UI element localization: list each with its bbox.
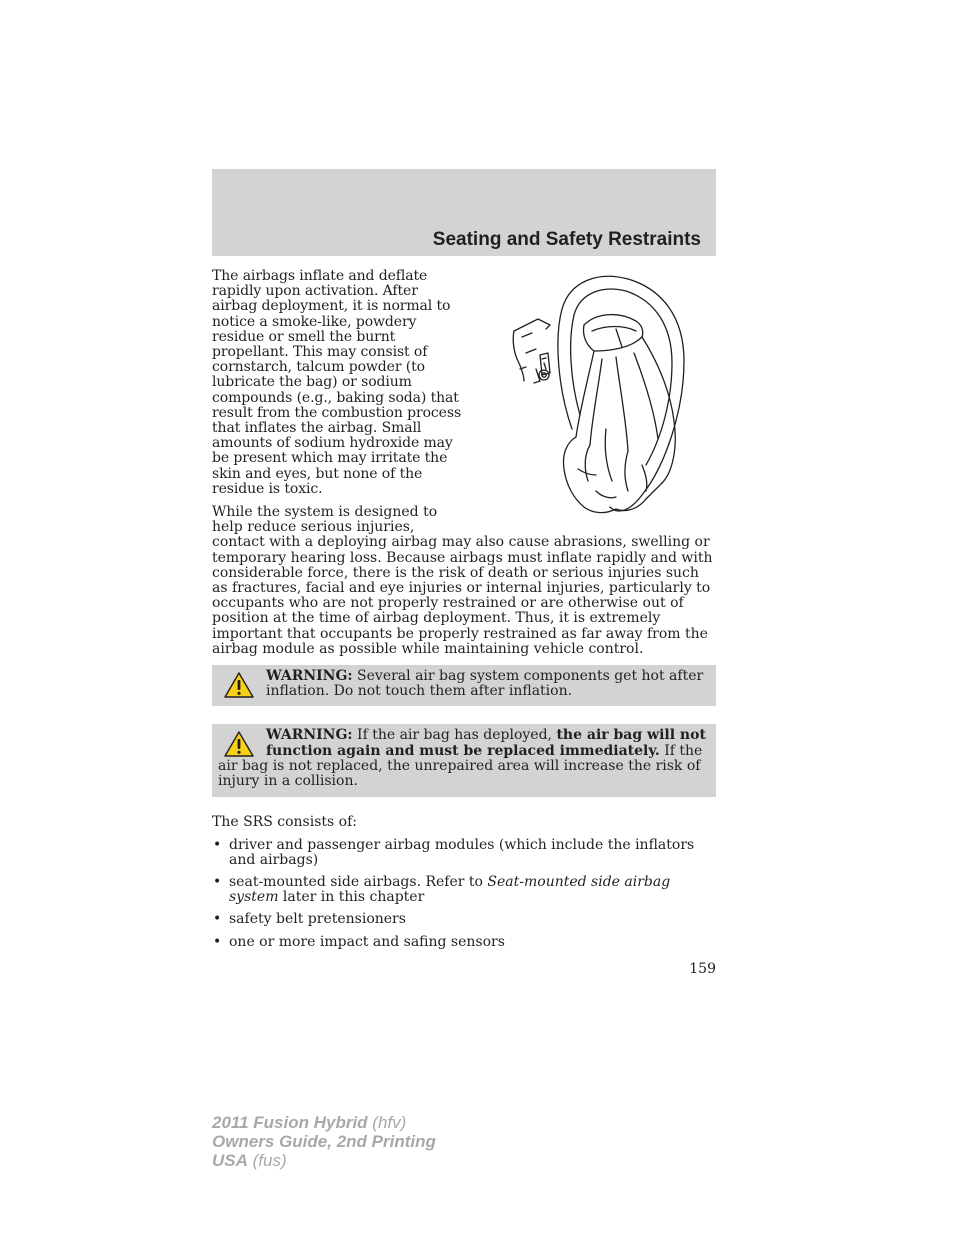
list-item-text-end: later in this chapter [278, 889, 425, 906]
srs-component-list [212, 838, 716, 950]
list-item [212, 912, 716, 927]
bullet: • [213, 873, 222, 890]
footer-model: 2011 Fusion Hybrid [212, 1113, 368, 1132]
warning-text-end: If the air bag is not replaced, the unrepaired area will increase the risk of injury in a collision. [218, 742, 703, 790]
cross-reference: Seat-mounted side airbag system [229, 873, 671, 906]
footer-market-code: (fus) [247, 1151, 287, 1170]
airbag-illustration [466, 269, 716, 521]
footer-line-market [212, 1151, 436, 1170]
list-item-text: seat-mounted side airbags. Refer to [229, 873, 488, 890]
list-item [212, 935, 716, 950]
list-item-text: one or more impact and safing sensors [229, 933, 505, 950]
injury-paragraph: While the system is designed to help reduce serious injuries, contact with a deploying airbag may also cause abrasions, swelling or temporary hearing loss. Because airbags must inflate rapidly and with considerable force, there is the risk of death or serious injuries such as fractures, facial and eye injuries or internal injuries, particularly to occupants who are not properly restrained or are otherwise out of position at the time of airbag deployment. Thus, it is extremely important that occupants be properly restrained as far away from the airbag module as possible while maintaining vehicle control. [212, 504, 713, 657]
warning-text-emphasis: the air bag will not function again and must be replaced immediately. [266, 727, 706, 759]
srs-intro: The SRS consists of: [212, 814, 357, 831]
warning-label: WARNING: [266, 668, 353, 685]
list-item [212, 875, 716, 905]
footer-market: USA [212, 1151, 248, 1170]
list-item [212, 838, 716, 868]
bullet: • [213, 911, 222, 928]
warning-label: WARNING: [266, 727, 353, 744]
warning-text: Several air bag system components get hot after inflation. Do not touch them after inflation. [266, 668, 704, 700]
page-content [212, 269, 716, 957]
footer-line-guide [212, 1132, 436, 1151]
list-item-text: safety belt pretensioners [229, 911, 406, 928]
footer-guide: Owners Guide, 2nd Printing [212, 1132, 436, 1151]
bullet: • [213, 836, 222, 853]
intro-paragraph: The airbags inflate and deflate rapidly upon activation. After airbag deployment, it is normal to notice a smoke-like, powdery residue or smell the burnt propellant. This may consist of cornstarch, talcum powder (to lubricate the bag) or sodium compounds (e.g., baking soda) that result from the combustion process that inflates the airbag. Small amounts of sodium hydroxide may be present which may irritate the skin and eyes, but none of the residue is toxic. [212, 268, 462, 497]
list-item-text: driver and passenger airbag modules (which include the inflators and airbags) [229, 836, 695, 868]
footer-model-code: (hfv) [367, 1113, 407, 1132]
footer-line-model [212, 1113, 436, 1132]
warning-box-deployed-airbag [212, 724, 716, 797]
section-title: Seating and Safety Restraints [432, 229, 701, 250]
document-footer [212, 1113, 436, 1170]
bullet: • [213, 933, 222, 950]
warning-triangle-icon [224, 731, 254, 757]
section-header-band [212, 169, 716, 256]
page-number: 159 [689, 961, 716, 977]
warning-box-hot-components [212, 665, 716, 706]
warning-triangle-icon [224, 672, 254, 698]
warning-text-start: If the air bag has deployed, [352, 727, 557, 744]
